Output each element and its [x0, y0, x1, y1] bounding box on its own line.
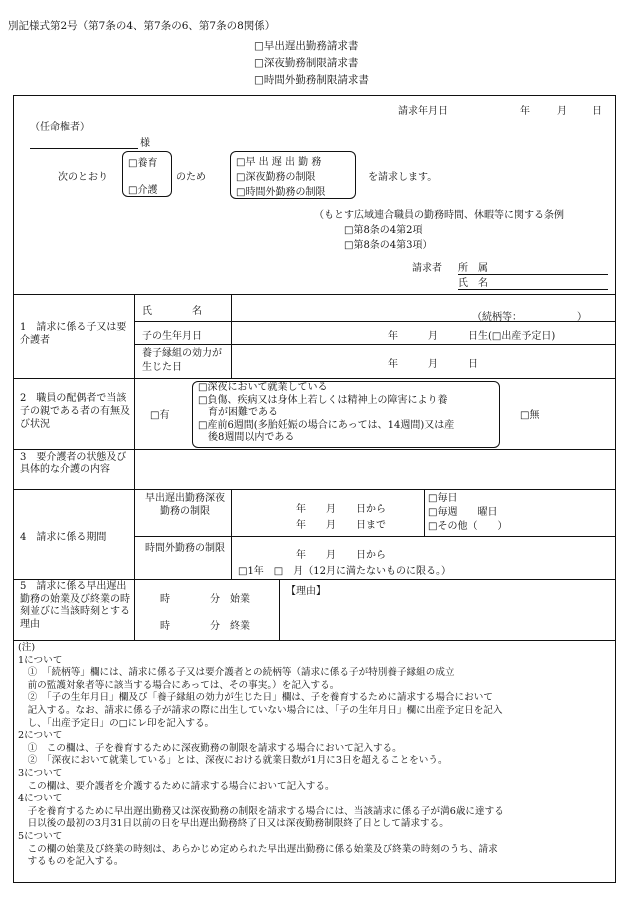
note-line: 子を養育するために早出遅出勤務又は深夜勤務の制限を請求する場合には、当該請求に係る子が満6歳に達する — [18, 805, 504, 817]
s1-adopt-value[interactable]: 年 月 日 — [388, 359, 478, 370]
rule — [231, 489, 232, 579]
s5-reason: 【理由】 — [286, 586, 326, 597]
note-line: この欄の始業及び終業の時刻は、あらかじめ定められた早出遅出勤務に係る始業及び終業の時刻のうち、請求 — [18, 843, 498, 855]
tsugi-label: 次のとおり — [58, 172, 108, 183]
s2-item: 後8週間以内である — [208, 432, 295, 443]
s4-freq — [428, 492, 507, 534]
form-titles — [254, 38, 369, 89]
appointer-name-field[interactable] — [30, 136, 138, 149]
s4-row2-from[interactable]: 年 月 日から — [296, 550, 386, 561]
s1-dob-value[interactable]: 年 月 日生(□出産予定日) — [388, 331, 556, 342]
s1-label: 1 請求に係る子又は要介護者 — [20, 322, 127, 346]
note-line: し、「出産予定日」の□にレ印を記入する。 — [18, 717, 215, 729]
note-line: 4について — [18, 793, 63, 805]
rule — [14, 489, 615, 490]
s4-from[interactable]: 年 月 日から — [296, 504, 386, 515]
s5-start[interactable]: 時 分 始業 — [160, 594, 250, 605]
s1-dob-label: 子の生年月日 — [142, 331, 202, 342]
s2-items — [198, 382, 454, 445]
s5-end[interactable]: 時 分 終業 — [160, 621, 250, 632]
s4-row1-label: 早出遅出勤務深夜勤務の制限 — [145, 493, 225, 517]
regulation-label: （もとす広域連合職員の勤務時間、休暇等に関する条例 — [314, 210, 564, 221]
note-line: 日以後の最初の3月31日以前の日を早出遅出勤務終了日又は深夜勤務制限終了日として請求する。 — [18, 818, 449, 830]
name-field[interactable] — [458, 274, 608, 290]
s2-item: 育が困難である — [208, 407, 278, 418]
s2-item[interactable]: □深夜において就業している — [198, 382, 328, 393]
rule — [424, 489, 425, 536]
note-line: 3について — [18, 767, 63, 779]
note-line: 1について — [18, 654, 63, 666]
opt-overtime[interactable]: □時間外勤務の制限 — [236, 187, 326, 198]
note-line: この欄は、要介護者を介護するために請求する場合において記入する。 — [18, 780, 335, 792]
rule — [14, 579, 615, 580]
form-frame — [13, 95, 616, 883]
s4-to[interactable]: 年 月 日まで — [296, 520, 386, 531]
appointer-label: （任命権者） — [30, 122, 90, 133]
dept-label: 所 属 — [458, 263, 488, 274]
reason-yoiku[interactable]: □養育 — [128, 158, 158, 169]
rule — [279, 579, 280, 640]
name-label: 氏 名 — [458, 278, 488, 289]
note-line: ① 「続柄等」欄には、請求に係る子又は要介護者との続柄等（請求に係る子が特別養子縁組の成立 — [18, 667, 455, 679]
rule — [134, 294, 135, 640]
dept-field[interactable] — [458, 259, 608, 275]
rule — [134, 536, 615, 537]
date-day: 日 — [592, 106, 602, 117]
rule — [14, 449, 615, 450]
rule — [14, 378, 615, 379]
title-night: □深夜勤務制限請求書 — [254, 57, 359, 69]
s5-label: 5 請求に係る早出遅出勤務の始業及び終業の時刻並びに当該時刻とする理由 — [20, 581, 130, 630]
s3-label: 3 要介護者の状態及び具体的な介護の内容 — [20, 452, 127, 475]
title-early-late: □早出遅出勤務請求書 — [254, 40, 359, 52]
date-month: 月 — [557, 106, 567, 117]
reason-kaigo[interactable]: □介護 — [128, 185, 158, 196]
no-tame: のため — [176, 172, 206, 183]
note-line: (注) — [18, 642, 36, 653]
s4-row2-label: 時間外勤務の制限 — [145, 543, 225, 554]
s2-label: 2 職員の配偶者で当該子の親である者の有無及び状況 — [20, 393, 130, 430]
requester-label: 請求者 — [412, 263, 442, 274]
s2-yes[interactable]: □有 — [150, 410, 170, 421]
title-overtime: □時間外勤務制限請求書 — [254, 74, 369, 86]
s2-item[interactable]: □産前6週間(多胎妊娠の場合にあっては、14週間)又は産 — [198, 419, 455, 431]
note-line: 5について — [18, 830, 63, 842]
note-line: するものを記入する。 — [18, 856, 124, 868]
s1-relation[interactable]: （続柄等： ） — [472, 312, 587, 323]
s1-adopt-label: 養子縁組の効力が生じた日 — [142, 348, 222, 373]
note-line: ② 「子の生年月日」欄及び「養子縁組の効力が生じた日」欄は、子を養育するために請求する場合において — [18, 692, 493, 704]
opt-early-late[interactable]: □早 出 遅 出 勤 務 — [236, 157, 322, 168]
sama-label: 様 — [140, 138, 150, 149]
article-1[interactable]: □第8条の4第2項 — [344, 225, 423, 236]
note-line: ① この欄は、子を養育するために深夜勤務の制限を請求する場合において記入する。 — [18, 742, 402, 754]
form-reference: 別記様式第2号（第7条の4、第7条の6、第7条の8関係） — [8, 20, 276, 32]
s4-freq-daily[interactable]: □毎日 — [428, 493, 458, 504]
article-2[interactable]: □第8条の4第3項） — [344, 240, 433, 251]
s4-label: 4 請求に係る期間 — [20, 532, 107, 543]
rule — [14, 294, 615, 295]
note-line: 前の監護対象者等に該当する場合にあっては、その事実。）を記入する。 — [18, 679, 340, 691]
date-year: 年 — [520, 106, 530, 117]
rule — [134, 344, 615, 345]
s1-name-label: 氏 名 — [142, 306, 202, 317]
notes — [18, 642, 614, 869]
note-line: 2について — [18, 730, 63, 742]
rule — [231, 294, 232, 378]
note-line: ② 「深夜において就業している」とは、深夜における就業日数が1月に3日を超えることをいう。 — [18, 755, 448, 767]
date-label: 請求年月日 — [398, 106, 448, 117]
s2-item[interactable]: □負傷、疾病又は身体上若しくは精神上の障害により養 — [198, 394, 448, 406]
s2-no[interactable]: □無 — [520, 410, 540, 421]
rule — [14, 640, 615, 641]
seikyu-label: を請求します。 — [368, 172, 438, 183]
s4-freq-weekly[interactable]: □毎週 曜日 — [428, 507, 498, 518]
s4-row2-value[interactable]: □1年 □ 月（12月に満たないものに限る。） — [238, 566, 451, 577]
s4-freq-other[interactable]: □その他（ ） — [428, 521, 508, 532]
opt-night[interactable]: □深夜勤務の制限 — [236, 172, 316, 183]
note-line: 記入する。なお、請求に係る子が請求の際に出生していない場合には、「子の生年月日」欄に出産予定日を記入 — [18, 704, 503, 716]
